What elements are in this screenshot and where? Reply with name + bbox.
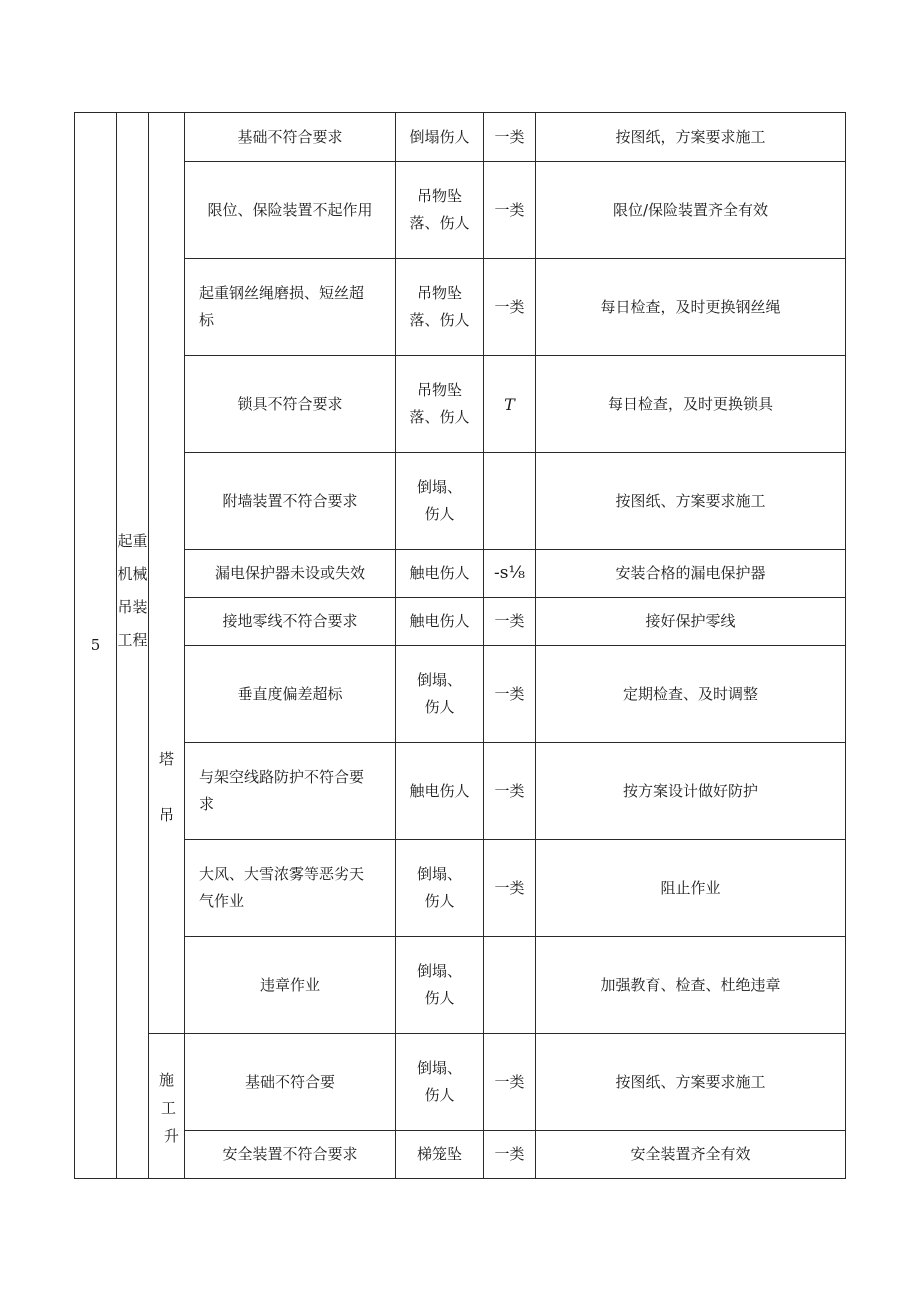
consequence-cell-line: 伤人 bbox=[424, 698, 455, 716]
consequence-cell-line: 伤人 bbox=[424, 892, 455, 910]
consequence-cell-line: 吊物坠 bbox=[416, 381, 462, 399]
consequence-cell-line: 倒塌、 bbox=[416, 1059, 462, 1077]
hazard-cell bbox=[185, 550, 396, 598]
consequence-cell bbox=[396, 550, 484, 598]
consequence-cell-line: 触电伤人 bbox=[409, 612, 470, 630]
hazard-cell bbox=[185, 162, 396, 259]
risk-level-cell: 一类 bbox=[484, 162, 536, 259]
consequence-cell-line: 吊物坠 bbox=[416, 284, 462, 302]
hazard-cell bbox=[185, 259, 396, 356]
hazard-cell-line: 附墙装置不符合要求 bbox=[222, 491, 358, 510]
consequence-cell bbox=[396, 1034, 484, 1131]
table-row bbox=[75, 113, 846, 162]
equipment-name-char: 施 bbox=[158, 1071, 174, 1089]
consequence-cell bbox=[396, 1131, 484, 1179]
risk-level-cell: 一类 bbox=[484, 598, 536, 646]
control-measure-cell: 每日检查，及时更换锁具 bbox=[536, 356, 846, 453]
equipment-name-char: 工 bbox=[160, 1099, 176, 1117]
equipment-name-char: 吊 bbox=[158, 806, 174, 824]
consequence-cell-line: 伤人 bbox=[424, 505, 455, 523]
risk-level-cell: 一类 bbox=[484, 743, 536, 840]
consequence-cell-line: 落、伤人 bbox=[409, 214, 470, 232]
table-row bbox=[75, 598, 846, 646]
table-row bbox=[75, 840, 846, 937]
table-row bbox=[75, 550, 846, 598]
consequence-cell bbox=[396, 259, 484, 356]
project-name-char: 吊装 bbox=[117, 597, 148, 616]
consequence-cell bbox=[396, 453, 484, 550]
risk-level-cell: 一类 bbox=[484, 1034, 536, 1131]
project-name-char: 起重 bbox=[117, 531, 148, 550]
control-measure-cell: 加强教育、检查、杜绝违章 bbox=[536, 937, 846, 1034]
consequence-cell-line: 倒塌、 bbox=[416, 865, 462, 883]
table-row bbox=[75, 259, 846, 356]
hazard-cell-line: 安全装置不符合要求 bbox=[222, 1145, 358, 1163]
hazard-cell bbox=[185, 453, 396, 550]
control-measure-cell: 定期检查、及时调整 bbox=[536, 646, 846, 743]
control-measure-cell: 按方案设计做好防护 bbox=[536, 743, 846, 840]
hazard-cell bbox=[185, 1131, 396, 1179]
hazard-cell-line: 求 bbox=[199, 795, 215, 813]
equipment-name-char: 塔 bbox=[158, 750, 174, 768]
project-name-char: 工程 bbox=[117, 630, 148, 649]
consequence-cell-line: 落、伤人 bbox=[409, 408, 470, 426]
table-row bbox=[75, 453, 846, 550]
risk-level-cell: -s⅛ bbox=[484, 550, 536, 598]
consequence-cell bbox=[396, 356, 484, 453]
hazard-cell bbox=[185, 937, 396, 1034]
hazard-cell-line: 基础不符合要 bbox=[244, 1072, 335, 1091]
risk-level-cell: T bbox=[484, 356, 536, 453]
consequence-cell-line: 伤人 bbox=[424, 989, 455, 1007]
hazard-cell-line: 垂直度偏差超标 bbox=[237, 684, 343, 703]
consequence-cell-line: 倒塌、 bbox=[416, 478, 462, 496]
hazard-cell bbox=[185, 840, 396, 937]
consequence-cell-line: 触电伤人 bbox=[409, 781, 470, 800]
hazard-cell bbox=[185, 356, 396, 453]
equipment-name-char: 升 bbox=[163, 1127, 179, 1145]
hazard-cell-line: 锁具不符合要求 bbox=[237, 394, 343, 413]
hazard-cell-line: 基础不符合要求 bbox=[237, 127, 343, 146]
consequence-cell-line: 梯笼坠 bbox=[416, 1145, 462, 1163]
hazard-cell-line: 大风、大雪浓雾等恶劣天 bbox=[199, 865, 365, 883]
consequence-cell-line: 吊物坠 bbox=[416, 187, 462, 205]
table-row bbox=[75, 356, 846, 453]
hazard-cell-line: 漏电保护器未设或失效 bbox=[214, 564, 365, 582]
control-measure-cell: 限位/保险装置齐全有效 bbox=[536, 162, 846, 259]
consequence-cell-line: 落、伤人 bbox=[409, 311, 470, 329]
hazard-table bbox=[74, 112, 846, 1179]
control-measure-cell: 按图纸，方案要求施工 bbox=[536, 113, 846, 162]
risk-level-cell: 一类 bbox=[484, 646, 536, 743]
consequence-cell bbox=[396, 113, 484, 162]
hazard-cell-line: 接地零线不符合要求 bbox=[222, 612, 358, 630]
risk-level-cell: 一类 bbox=[484, 113, 536, 162]
table-row bbox=[75, 1034, 846, 1131]
hazard-cell-line: 与架空线路防护不符合要 bbox=[199, 768, 365, 786]
control-measure-cell: 接好保护零线 bbox=[536, 598, 846, 646]
table-row bbox=[75, 937, 846, 1034]
risk-level-cell bbox=[484, 937, 536, 1034]
hazard-cell bbox=[185, 1034, 396, 1131]
consequence-cell bbox=[396, 646, 484, 743]
hazard-cell bbox=[185, 646, 396, 743]
consequence-cell bbox=[396, 840, 484, 937]
risk-level-cell: 一类 bbox=[484, 840, 536, 937]
consequence-cell-line: 倒塌、 bbox=[416, 671, 462, 689]
consequence-cell bbox=[396, 162, 484, 259]
consequence-cell bbox=[396, 743, 484, 840]
equipment-name bbox=[149, 1034, 185, 1179]
control-measure-cell: 按图纸、方案要求施工 bbox=[536, 453, 846, 550]
table-row bbox=[75, 646, 846, 743]
risk-level-cell bbox=[484, 453, 536, 550]
risk-level-cell: 一类 bbox=[484, 1131, 536, 1179]
hazard-cell-line: 气作业 bbox=[199, 892, 245, 910]
hazard-cell-line: 起重钢丝绳磨损、短丝超 bbox=[199, 284, 365, 302]
control-measure-cell: 阻止作业 bbox=[536, 840, 846, 937]
control-measure-cell: 按图纸、方案要求施工 bbox=[536, 1034, 846, 1131]
control-measure-cell: 安全装置齐全有效 bbox=[536, 1131, 846, 1179]
hazard-cell-line: 违章作业 bbox=[259, 975, 320, 994]
hazard-cell bbox=[185, 598, 396, 646]
hazard-cell bbox=[185, 113, 396, 162]
consequence-cell bbox=[396, 598, 484, 646]
equipment-name bbox=[149, 113, 185, 1034]
project-name bbox=[117, 113, 149, 1179]
consequence-cell-line: 伤人 bbox=[424, 1086, 455, 1104]
consequence-cell-line: 倒塌、 bbox=[416, 962, 462, 980]
control-measure-cell: 安装合格的漏电保护器 bbox=[536, 550, 846, 598]
consequence-cell-line: 倒塌伤人 bbox=[409, 127, 470, 146]
table-row bbox=[75, 162, 846, 259]
control-measure-cell: 每日检查，及时更换钢丝绳 bbox=[536, 259, 846, 356]
table-row bbox=[75, 743, 846, 840]
table-row bbox=[75, 1131, 846, 1179]
risk-level-cell: 一类 bbox=[484, 259, 536, 356]
hazard-cell bbox=[185, 743, 396, 840]
hazard-cell-line: 标 bbox=[199, 311, 215, 329]
section-number: 5 bbox=[75, 113, 117, 1179]
consequence-cell bbox=[396, 937, 484, 1034]
project-name-char: 机械 bbox=[117, 564, 148, 583]
hazard-cell-line: 限位、保险装置不起作用 bbox=[207, 200, 373, 219]
consequence-cell-line: 触电伤人 bbox=[409, 564, 470, 582]
